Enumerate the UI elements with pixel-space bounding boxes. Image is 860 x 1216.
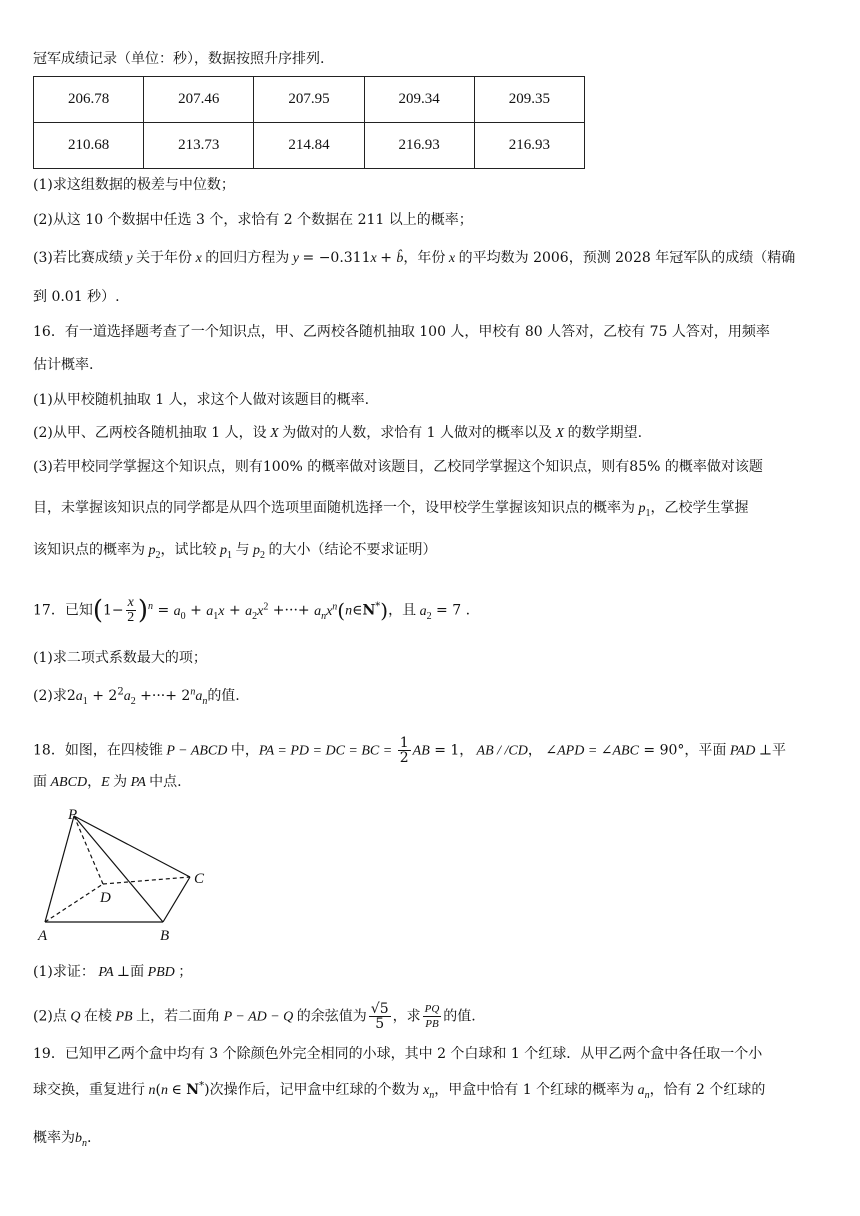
text: ，甲盒中恰有 1 个红球的概率为 [434,1082,635,1098]
text: 为 [113,774,128,790]
text: (3)若比赛成绩 [33,250,123,266]
text: 17．已知 [33,602,93,619]
label-p: P [68,807,78,823]
text: 概率为 [33,1130,75,1146]
table-row [34,123,585,169]
score-table [33,76,585,169]
text: ，试比较 [160,542,217,558]
text: 的大小（结论不要求证明） [268,542,437,558]
text: 次操作后，记甲盒中红球的个数为 [209,1082,420,1098]
text: (2)点 [33,1008,67,1025]
table-cell: 216.93 [474,123,584,169]
text: 球交换，重复进行 [33,1082,145,1098]
q15-part3-cont: 到 0.01 秒）. [33,289,120,305]
text: 平 [772,742,786,759]
text: ； [178,964,193,980]
q17-part2: (2)求$2a_1 + 2^2a_2$ +···+ $2^na_n$的值. [33,686,240,707]
q15-part2: (2)从这 10 个数据中任选 3 个，求恰有 2 个数据在 211 以上的概率； [33,212,473,228]
text: ，求 [392,1008,421,1025]
table-cell: 209.34 [364,77,474,123]
q16-part1: (1)从甲校随机抽取 1 人，求这个人做对该题目的概率. [33,392,370,408]
text: ， [527,742,542,759]
table-cell: 207.95 [254,77,364,123]
coefficient: −0.311 [318,250,371,266]
q18-stem-1: 18．如图，在四棱锥 P − ABCD 中，PA = PD = DC = BC = $\frac{1}{2}$ AB = 1， AB / /CD， ∠APD = ∠ABC = 90°，平面 PAD ⊥平 [33,735,786,766]
q19-stem-1: 19．已知甲乙两个盒中均有 3 个除颜色外完全相同的小球，其中 2 个白球和 1 个红球．从甲乙两个盒中各任取一个小 [33,1046,763,1062]
edge-pb [74,816,163,922]
text: (2)从甲、乙两校各随机抽取 1 人，设 [33,425,267,441]
text: 该知识点的概率为 [33,542,145,558]
q19-stem-2: 球交换，重复进行 n(n ∈ N*)次操作后，记甲盒中红球的个数为 $x_n$，甲盒中恰有 1 个红球的概率为 $a_n$，恰有 2 个红球的 [33,1080,766,1101]
label-d: D [100,890,111,906]
table-cell: 210.68 [34,123,144,169]
text: 关于年份 [136,250,193,266]
table-cell: 207.46 [144,77,254,123]
q18-part2: (2)点 Q 在棱 PB 上，若二面角 P − AD − Q 的余弦值为 $\frac{√5}{5}$ ，求 $\frac{PQ}{PB}$ 的值. [33,1001,476,1032]
edge-dc-hidden [103,877,190,884]
text: 为做对的人数，求恰有 1 人做对的概率以及 [282,425,553,441]
text: (2)求 [33,688,67,704]
table-cell: 214.84 [254,123,364,169]
text: 面 [33,774,47,790]
q15-part3: (3)若比赛成绩 y 关于年份 x 的回归方程为 y = −0.311x + b̂，年份 x 的平均数为 2006，预测 2028 年冠军队的成绩（精确 [33,250,796,266]
text: ，恰有 2 个红球的 [649,1082,766,1098]
text: 的余弦值为 [296,1008,367,1025]
text: 的平均数为 2006，预测 2028 年冠军队的成绩（精确 [458,250,796,266]
text: ， [87,774,102,790]
q16-part3-2: 目，未掌握该知识点的同学都是从四个选项里面随机选择一个，设甲校学生掌握该知识点的概率为 $p_1$，乙校学生掌握 [33,500,749,519]
q18-part1: (1)求证： PA ⊥面 PBD ； [33,964,193,980]
q16-part2: (2)从甲、乙两校各随机抽取 1 人，设 X 为做对的人数，求恰有 1 人做对的概率以及 X 的数学期望. [33,425,643,441]
q16-stem-2: 估计概率. [33,357,94,373]
q16-part3-3: 该知识点的概率为 $p_2$，试比较 $p_1$ 与 $p_2$ 的大小（结论不要求证明） [33,542,437,561]
edge-pd-hidden [74,816,103,884]
q17-stem: 17．已知(1− $\frac{x}{2}$ )$^n = a_0 + a_1x + a_2x^2$ +···+ $a_nx^n(n\in N^*)$，且 $a_2 = 7$ . [33,595,471,626]
text: 的值. [443,1008,476,1025]
text: 上，若二面角 [136,1008,221,1025]
intro-text: 冠军成绩记录（单位：秒），数据按照升序排列. [33,51,325,67]
q17-part1: (1)求二项式系数最大的项； [33,650,207,666]
label-c: C [194,871,205,887]
table-cell: 216.93 [364,123,474,169]
text: 中， [230,742,259,759]
text: 目，未掌握该知识点的同学都是从四个选项里面随机选择一个，设甲校学生掌握该知识点的概率为 [33,500,635,516]
text: ，乙校学生掌握 [650,500,749,516]
text: 与 [235,542,250,558]
text: 的值. [207,688,240,704]
text: 中点. [149,774,182,790]
edge-pc [74,816,190,877]
table-cell: 213.73 [144,123,254,169]
text: 18．如图，在四棱锥 [33,742,163,759]
q16-stem-1: 16．有一道选择题考查了一个知识点，甲、乙两校各随机抽取 100 人，甲校有 80 人答对，乙校有 75 人答对，用频率 [33,324,770,340]
q15-part1: (1)求这组数据的极差与中位数； [33,177,235,193]
table-cell: 209.35 [474,77,584,123]
text: ，平面 [684,742,727,759]
q16-part3-1: (3)若甲校同学掌握这个知识点，则有100% 的概率做对该题目，乙校同学掌握这个知识点，则有85% 的概率做对该题 [33,459,763,475]
text: 的回归方程为 [205,250,290,266]
edge-bc [163,877,190,922]
table-row [34,77,585,123]
table-cell: 206.78 [34,77,144,123]
pyramid-figure [30,806,220,946]
text: 在棱 [83,1008,112,1025]
text: 面 [130,964,145,980]
text: (1)求证： [33,964,95,980]
q18-stem-2: 面 ABCD，E 为 PA 中点. [33,774,182,790]
text: . [87,1130,92,1146]
text: ， [459,742,474,759]
text: 的数学期望. [567,425,643,441]
label-b: B [160,928,170,944]
text: ，年份 [403,250,446,266]
label-a: A [38,928,48,944]
text: ，且 [388,602,417,619]
q19-stem-3: 概率为$b_n$. [33,1130,92,1149]
